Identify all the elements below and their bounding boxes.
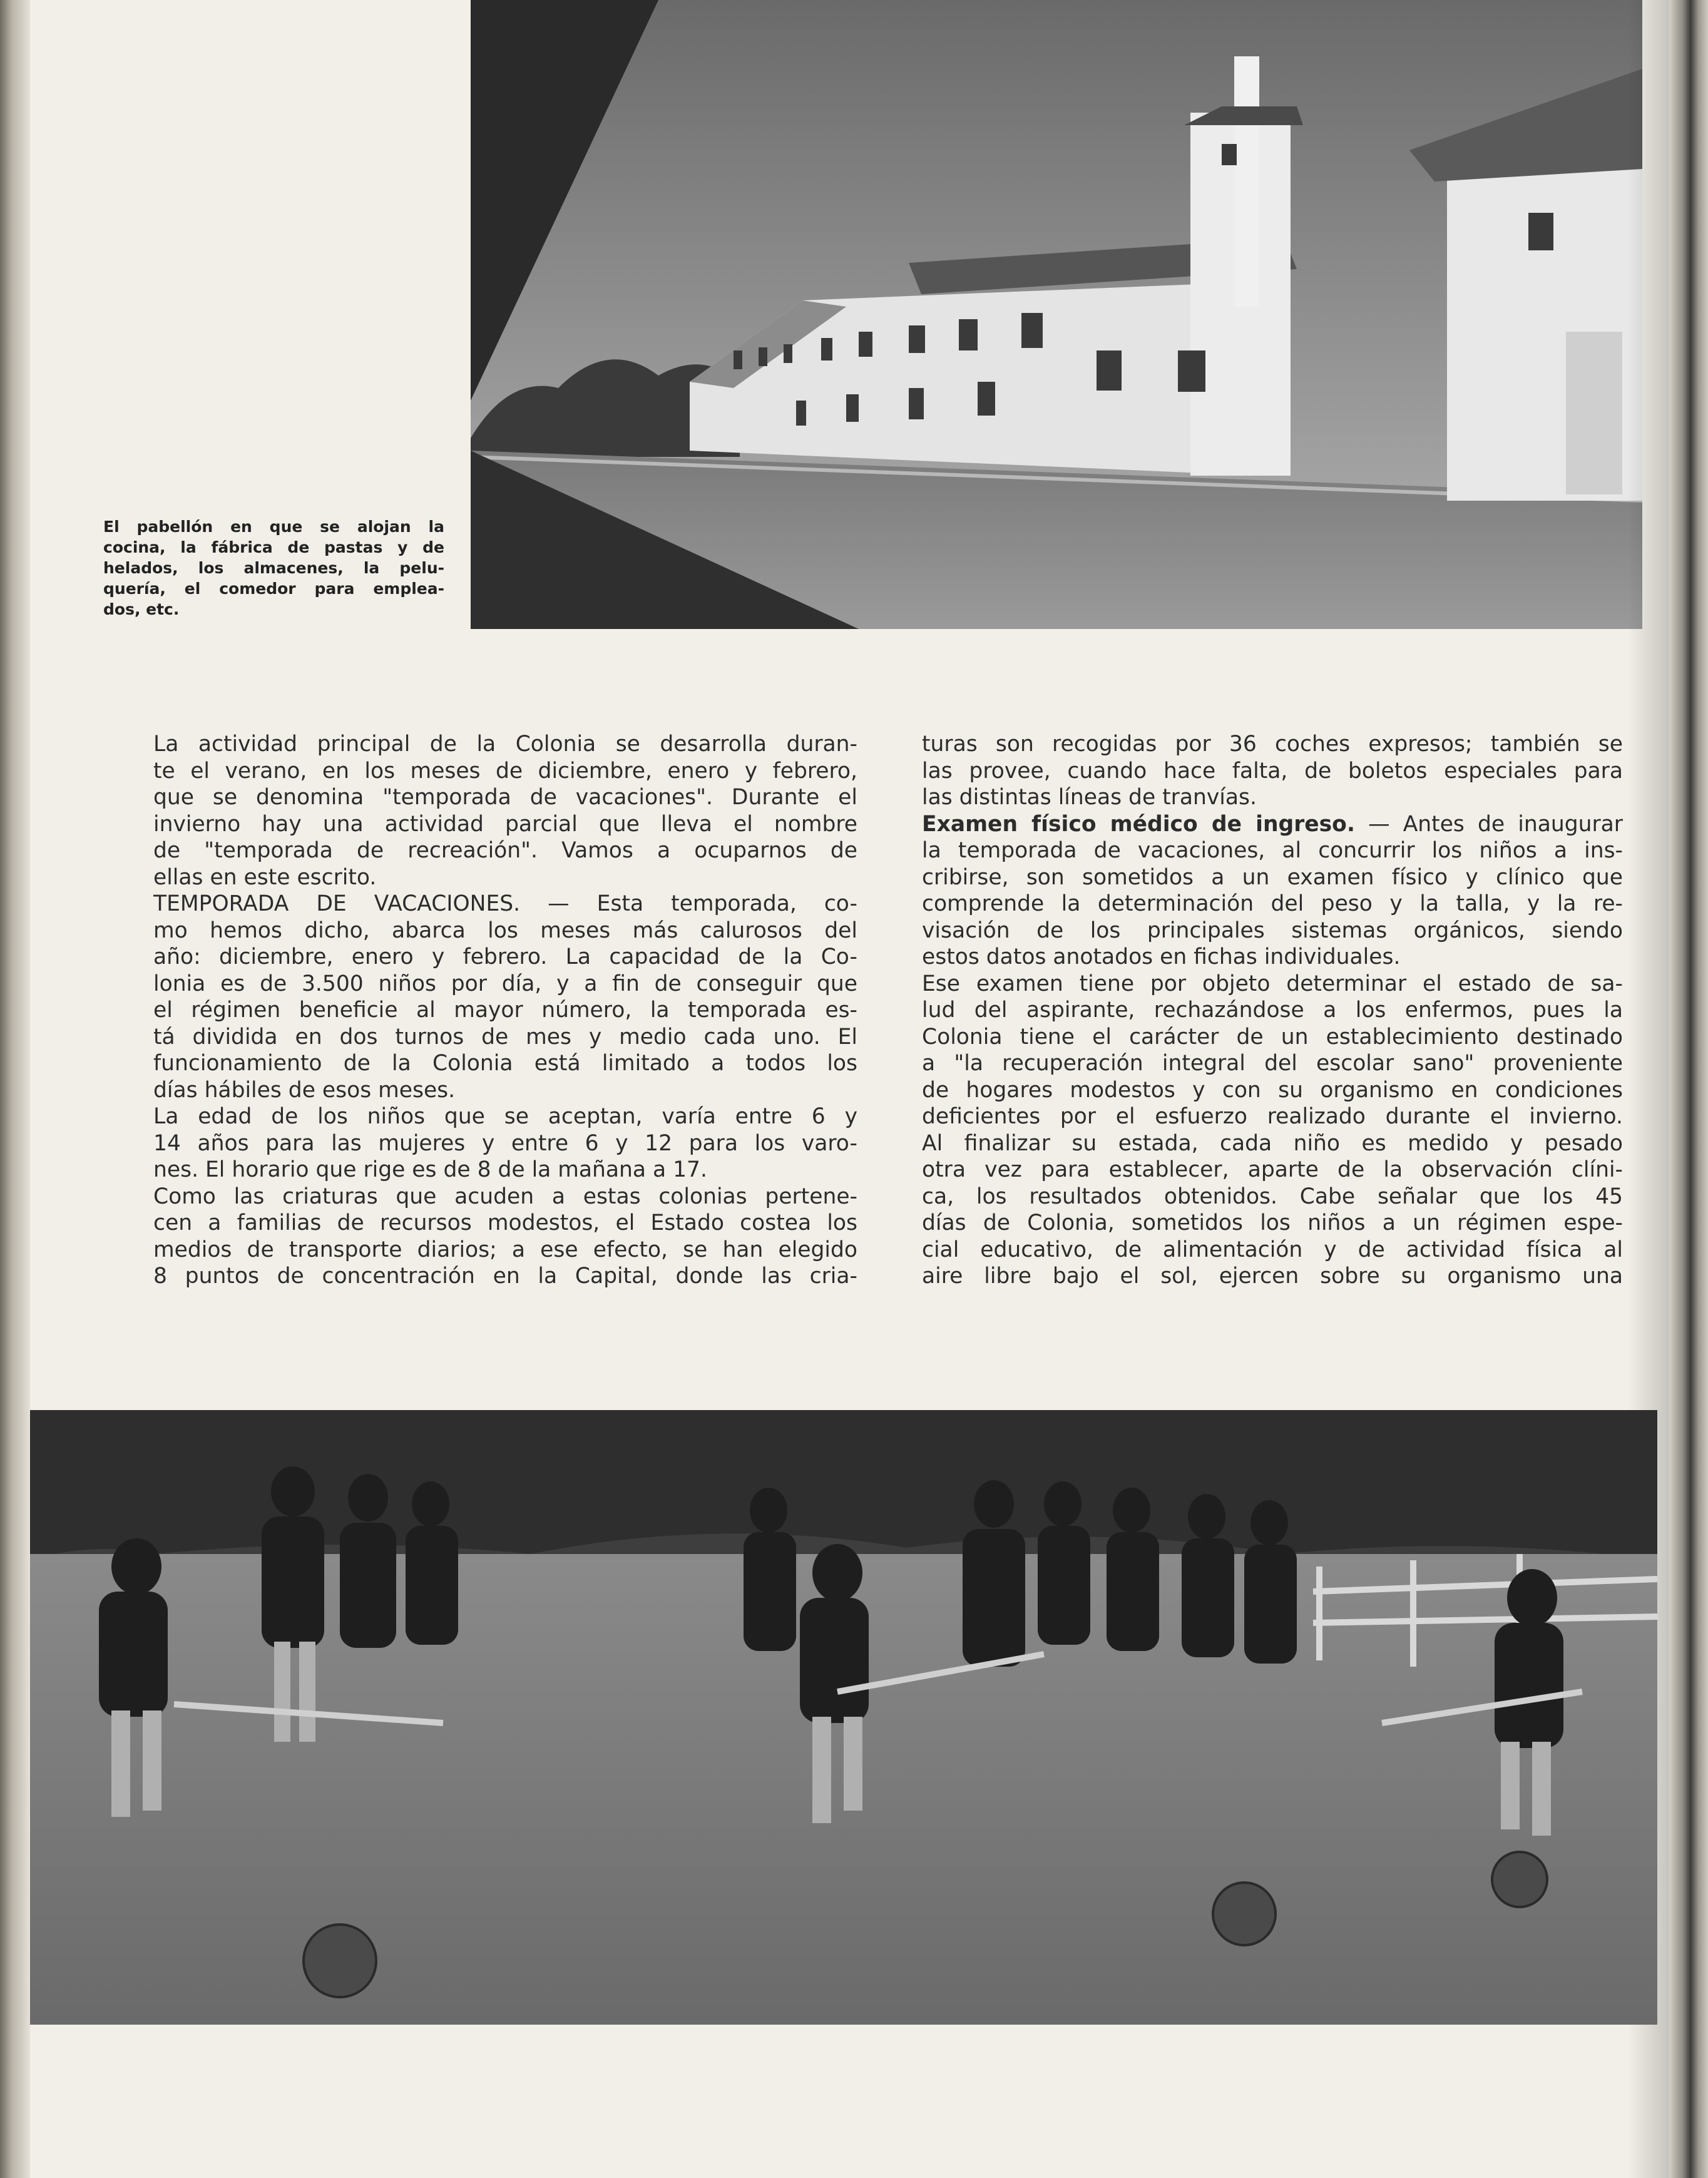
book-spine-edge bbox=[0, 0, 30, 2178]
caption-line: quería, el comedor para emplea- bbox=[103, 580, 444, 598]
text-line: el régimen beneficie al mayor número, la temporada es- bbox=[153, 998, 857, 1023]
photo-caption bbox=[103, 516, 444, 620]
text-line: aire libre bajo el sol, ejercen sobre su organismo una bbox=[922, 1264, 1623, 1289]
text-line: estos datos anotados en fichas individuales. bbox=[922, 944, 1401, 969]
text-line: mo hemos dicho, abarca los meses más calurosos del bbox=[153, 918, 857, 943]
text-line: Ese examen tiene por objeto determinar el estado de sa- bbox=[922, 971, 1623, 996]
text-line: 8 puntos de concentración en la Capital, donde las cria- bbox=[153, 1264, 857, 1289]
text-line: invierno hay una actividad parcial que lleva el nombre bbox=[153, 811, 857, 837]
text-column-right bbox=[922, 731, 1623, 1290]
text-line: La edad de los niños que se aceptan, varía entre 6 y bbox=[153, 1104, 857, 1129]
caption-line: dos, etc. bbox=[103, 600, 180, 618]
caption-line: cocina, la fábrica de pastas y de bbox=[103, 538, 444, 556]
text-line: turas son recogidas por 36 coches expresos; también se bbox=[922, 732, 1623, 757]
text-line: que se denomina "temporada de vacaciones". Durante el bbox=[153, 785, 857, 810]
text-line: cial educativo, de alimentación y de actividad física al bbox=[922, 1237, 1623, 1262]
page-edge-right bbox=[1669, 0, 1708, 2178]
text-line: lud del aspirante, rechazándose a los enfermos, pues la bbox=[922, 998, 1623, 1023]
text-line: otra vez para establecer, aparte de la observación clíni- bbox=[922, 1157, 1623, 1182]
text-line: las distintas líneas de tranvías. bbox=[922, 785, 1257, 810]
text-line: a "la recuperación integral del escolar sano" proveniente bbox=[922, 1051, 1623, 1076]
text-line: de "temporada de recreación". Vamos a ocuparnos de bbox=[153, 838, 857, 863]
text-line: TEMPORADA DE VACACIONES. — Esta temporada, co- bbox=[153, 891, 857, 916]
text-line: La actividad principal de la Colonia se desarrolla duran- bbox=[153, 732, 857, 757]
text-line: deficientes por el esfuerzo realizado durante el invierno. bbox=[922, 1104, 1623, 1129]
text-line: ellas en este escrito. bbox=[153, 864, 377, 890]
caption-line: helados, los almacenes, la pelu- bbox=[103, 559, 444, 577]
text-line: Como las criaturas que acuden a estas colonias pertene- bbox=[153, 1184, 857, 1209]
text-line: cribirse, son sometidos a un examen físico y clínico que bbox=[922, 864, 1623, 890]
text-line: visación de los principales sistemas orgánicos, siendo bbox=[922, 918, 1623, 943]
section-heading-continuation: — Antes de inaugurar bbox=[1354, 811, 1623, 837]
text-line: las provee, cuando hace falta, de boletos especiales para bbox=[922, 758, 1623, 784]
text-line: la temporada de vacaciones, al concurrir los niños a ins- bbox=[922, 838, 1623, 863]
text-line: ca, los resultados obtenidos. Cabe señalar que los 45 bbox=[922, 1184, 1623, 1209]
section-heading: Examen físico médico de ingreso. bbox=[922, 811, 1355, 837]
text-line: nes. El horario que rige es de 8 de la mañana a 17. bbox=[153, 1157, 707, 1182]
children-exercise-photo bbox=[30, 1410, 1657, 2025]
caption-line: El pabellón en que se alojan la bbox=[103, 518, 444, 536]
children-exercise-photo-drawing bbox=[30, 1410, 1657, 2025]
building-photo bbox=[471, 0, 1642, 629]
text-line: año: diciembre, enero y febrero. La capacidad de la Co- bbox=[153, 944, 857, 969]
text-line: días hábiles de esos meses. bbox=[153, 1077, 456, 1103]
text-line: cen a familias de recursos modestos, el Estado costea los bbox=[153, 1210, 857, 1235]
text-line: te el verano, en los meses de diciembre, enero y febrero, bbox=[153, 758, 857, 784]
text-line: 14 años para las mujeres y entre 6 y 12 para los varo- bbox=[153, 1130, 857, 1156]
text-column-left bbox=[153, 731, 857, 1290]
text-line: de hogares modestos y con su organismo en condiciones bbox=[922, 1077, 1623, 1103]
text-line: lonia es de 3.500 niños por día, y a fin de conseguir que bbox=[153, 971, 857, 996]
text-line: Colonia tiene el carácter de un establecimiento destinado bbox=[922, 1024, 1623, 1050]
building-photo-drawing bbox=[471, 0, 1642, 629]
text-line: funcionamiento de la Colonia está limitado a todos los bbox=[153, 1051, 857, 1076]
section-heading-line bbox=[922, 811, 1623, 838]
text-line: Al finalizar su estada, cada niño es medido y pesado bbox=[922, 1130, 1623, 1156]
text-line: tá dividida en dos turnos de mes y medio cada uno. El bbox=[153, 1024, 857, 1050]
text-line: medios de transporte diarios; a ese efecto, se han elegido bbox=[153, 1237, 857, 1262]
text-line: comprende la determinación del peso y la talla, y la re- bbox=[922, 891, 1623, 916]
text-line: días de Colonia, sometidos los niños a un régimen espe- bbox=[922, 1210, 1623, 1235]
